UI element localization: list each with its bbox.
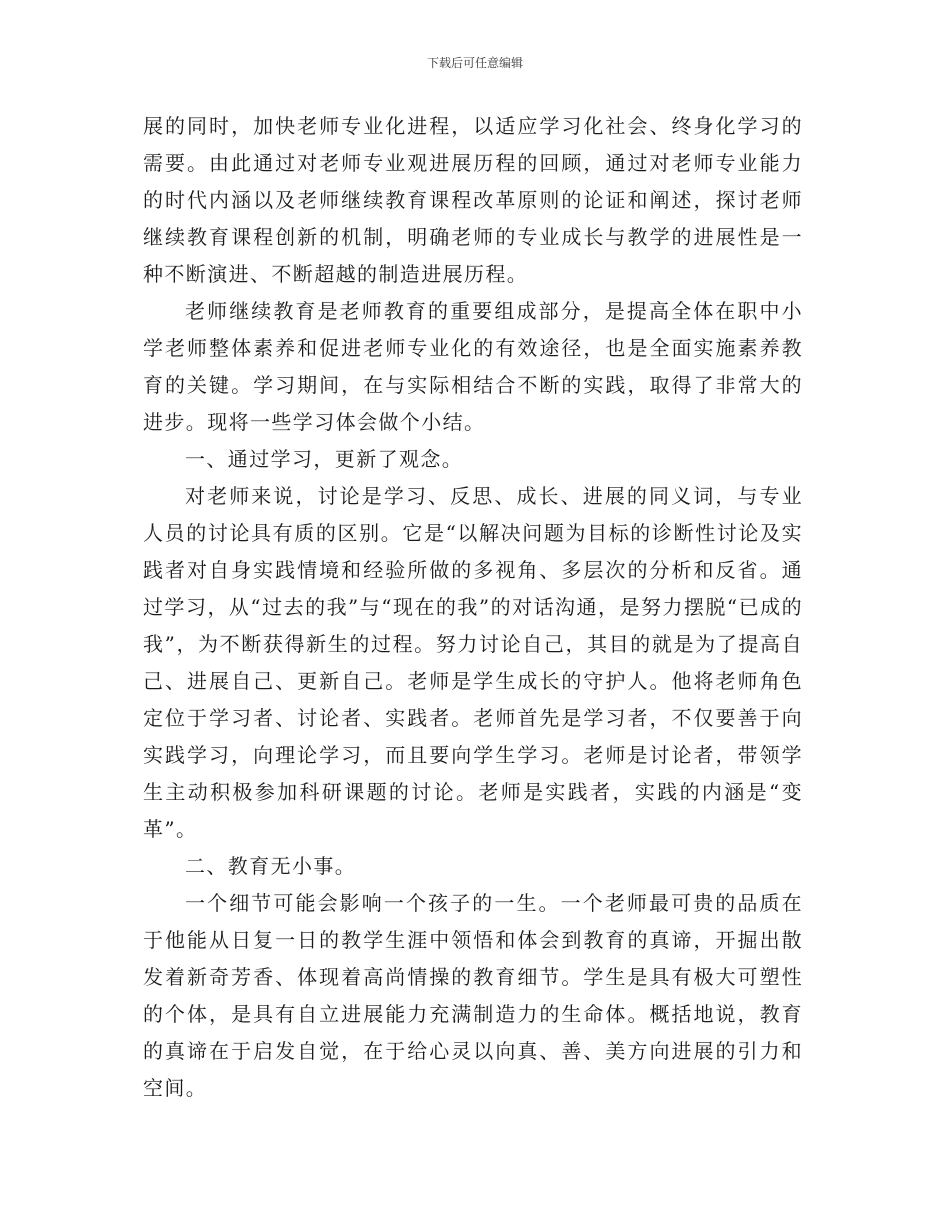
paragraph-research-reflection: 对老师来说，讨论是学习、反思、成长、进展的同义词，与专业人员的讨论具有质的区别。它是“以解决问题为目标的诊断性讨论及实践者对自身实践情境和经验所做的多视角、多层次的分析和反省。通过学习，从“过去的我”与“现在的我”的对话沟通，是努力摆脱“已成的我”，为不断获得新生的过程。努力讨论自己，其目的就是为了提高自己、进展自己、更新自己。老师是学生成长的守护人。他将老师角色定位于学习者、讨论者、实践者。老师首先是学习者，不仅要善于向实践学习，向理论学习，而且要向学生学习。老师是讨论者，带领学生主动积极参加科研课题的讨论。老师是实践者，实践的内涵是“变革”。 — [143, 484, 803, 841]
paragraph-continuing-education: 老师继续教育是老师教育的重要组成部分，是提高全体在职中小学老师整体素养和促进老师专业化的有效途径，也是全面实施素养教育的关键。学习期间，在与实际相结合不断的实践，取得了非常大的进步。现将一些学习体会做个小结。 — [143, 299, 803, 434]
paragraph-education-details: 一个细节可能会影响一个孩子的一生。一个老师最可贵的品质在于他能从日复一日的教学生涯中领悟和体会到教育的真谛，开掘出散发着新奇芳香、体现着高尚情操的教育细节。学生是具有极大可塑性的个体，是具有自立进展能力充满制造力的生命体。概括地说，教育的真谛在于启发自觉，在于给心灵以向真、善、美方向进展的引力和空间。 — [143, 891, 803, 1100]
paragraph-continuation: 展的同时，加快老师专业化进程，以适应学习化社会、终身化学习的需要。由此通过对老师专业观进展历程的回顾，通过对老师专业能力的时代内涵以及老师继续教育课程改革原则的论证和阐述，探讨老师继续教育课程创新的机制，明确老师的专业成长与教学的进展性是一种不断演进、不断超越的制造进展历程。 — [143, 114, 803, 286]
section-heading-one: 一、通过学习，更新了观念。 — [185, 447, 464, 471]
page-header: 下载后可任意编辑 — [426, 56, 523, 70]
section-heading-two: 二、教育无小事。 — [185, 854, 357, 878]
document-body — [143, 108, 803, 1107]
